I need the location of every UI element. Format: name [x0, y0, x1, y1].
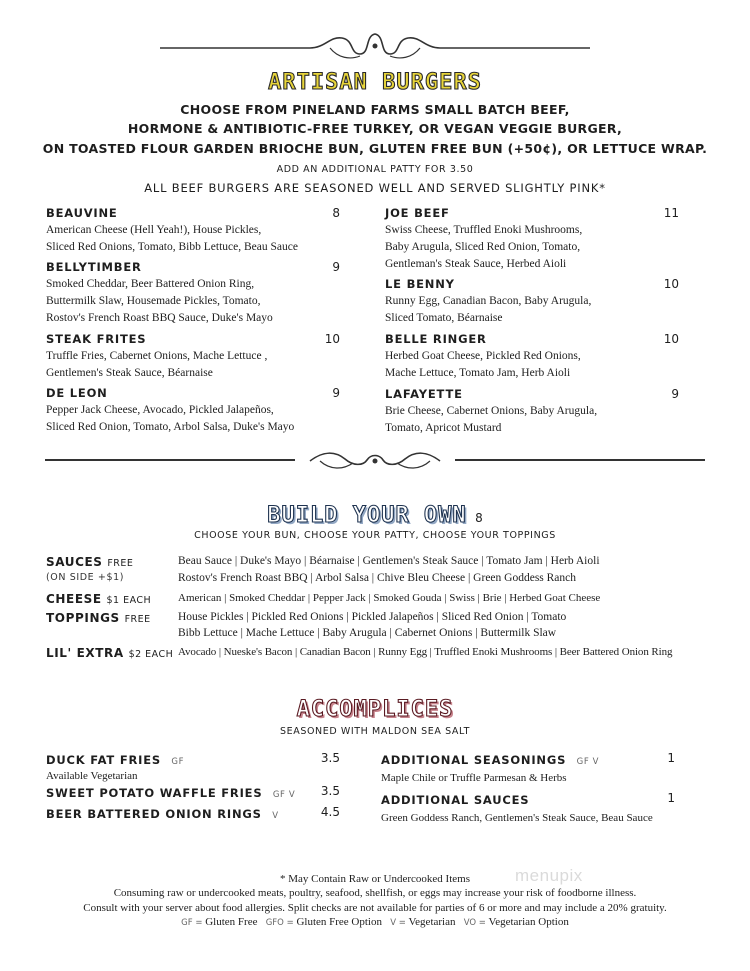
menu-item [385, 277, 685, 332]
lil-extra-price: $2 EACH [128, 649, 174, 660]
item-price: 4.5 [320, 805, 340, 819]
menu-item [385, 206, 685, 277]
item-price: 9 [332, 386, 340, 400]
item-price: 1 [667, 751, 675, 765]
item-desc-3: Gentleman's Steak Sauce, Herbed Aioli [385, 258, 567, 270]
cheese-price: $1 EACH [106, 595, 152, 606]
footer-consumption-warning: Consuming raw or undercooked meats, poultry, seafood, shellfish, or eggs may increase your risk of foodborne illness. [113, 887, 637, 899]
item-name: BEER BATTERED ONION RINGS [46, 807, 262, 821]
side-item [381, 791, 681, 825]
item-desc-2: Mache Lettuce, Tomato Jam, Herb Aioli [385, 367, 571, 379]
toppings-options-1: House Pickles | Pickled Red Onions | Pickled Jalapeños | Sliced Red Onion | Tomato [178, 611, 567, 623]
side-item [46, 805, 342, 825]
sauces-price: FREE [107, 558, 134, 569]
toppings-label [46, 611, 151, 625]
item-desc-2: Sliced Tomato, Béarnaise [385, 312, 503, 324]
intro-line-1: CHOOSE FROM PINELAND FARMS SMALL BATCH BEEF, [180, 102, 570, 117]
footer-raw-note: * May Contain Raw or Undercooked Items [279, 873, 470, 885]
lil-extra-name: LIL' EXTRA [46, 646, 124, 660]
item-name: DUCK FAT FRIES [46, 753, 161, 767]
build-your-own-price: 8 [475, 511, 483, 525]
item-name: LAFAYETTE [385, 387, 463, 401]
item-desc: Green Goddess Ranch, Gentlemen's Steak Sauce, Beau Sauce [381, 812, 653, 824]
toppings-price: FREE [124, 614, 151, 625]
item-name: DE LEON [46, 386, 108, 400]
item-desc-2: Sliced Red Onion, Tomato, Arbol Salsa, Duke's Mayo [46, 421, 295, 433]
item-price: 9 [671, 387, 679, 401]
intro-line-3: ON TOASTED FLOUR GARDEN BRIOCHE BUN, GLUTEN FREE BUN (+50¢), OR LETTUCE WRAP. [42, 141, 708, 156]
item-desc-1: Runny Egg, Canadian Bacon, Baby Arugula, [385, 295, 592, 307]
item-price: 8 [332, 206, 340, 220]
accomplices-subtitle: SEASONED WITH MALDON SEA SALT [280, 726, 470, 737]
item-desc-1: Truffle Fries, Cabernet Onions, Mache Lettuce , [46, 350, 268, 362]
section-title-build-your-own: BUILD YOUR OWN [267, 503, 467, 528]
cheese-options: American | Smoked Cheddar | Pepper Jack | Smoked Gouda | Swiss | Brie | Herbed Goat Cheese [178, 592, 601, 604]
item-desc-2: Baby Arugula, Sliced Red Onion, Tomato, [385, 241, 581, 253]
menu-item [46, 260, 346, 332]
side-item [381, 751, 681, 791]
item-price: 10 [663, 332, 679, 346]
build-subtitle: CHOOSE YOUR BUN, CHOOSE YOUR PATTY, CHOOSE YOUR TOPPINGS [194, 530, 556, 541]
item-desc-2: Sliced Red Onions, Tomato, Bibb Lettuce, Beau Sauce [46, 241, 298, 253]
legend-v-key: V = [390, 918, 406, 928]
burger-list-right [385, 206, 685, 442]
item-desc-1: Pepper Jack Cheese, Avocado, Pickled Jalapeños, [46, 404, 274, 416]
item-desc-1: Brie Cheese, Cabernet Onions, Baby Arugula, [385, 405, 598, 417]
cheese-name: CHEESE [46, 592, 102, 606]
footer-allergy-note: Consult with your server about food allergies. Split checks are not available for parties of 6 or more and may include a 20% gratuity. [83, 902, 667, 914]
item-desc-1: American Cheese (Hell Yeah!), House Pickles, [46, 224, 262, 236]
item-name: BELLE RINGER [385, 332, 487, 346]
legend-gf-value: Gluten Free [205, 916, 258, 928]
item-diet-tag: V [272, 811, 279, 821]
item-desc-2: Gentlemen's Steak Sauce, Béarnaise [46, 367, 213, 379]
watermark: menupix [515, 866, 583, 885]
middle-flourish-ornament [305, 448, 445, 474]
item-price: 10 [663, 277, 679, 291]
item-desc: Maple Chile or Truffle Parmesan & Herbs [381, 772, 567, 784]
sauces-side-note: (ON SIDE +$1) [46, 572, 125, 583]
legend-gfo-value: Gluten Free Option [296, 916, 382, 928]
item-price: 3.5 [320, 784, 340, 798]
menu-item [46, 332, 346, 386]
item-name: JOE BEEF [385, 206, 450, 220]
intro-line-2: HORMONE & ANTIBIOTIC-FREE TURKEY, OR VEGAN VEGGIE BURGER, [127, 121, 623, 136]
item-desc-2: Tomato, Apricot Mustard [385, 422, 502, 434]
build-your-own-header [0, 503, 750, 528]
item-price: 11 [663, 206, 679, 220]
toppings-options-2: Bibb Lettuce | Mache Lettuce | Baby Arugula | Cabernet Onions | Buttermilk Slaw [178, 627, 557, 639]
sauces-name: SAUCES [46, 555, 103, 569]
item-price: 9 [332, 260, 340, 274]
divider-line-left [45, 459, 295, 461]
section-title-artisan-burgers: ARTISAN BURGERS [268, 70, 482, 95]
lil-extra-options: Avocado | Nueske's Bacon | Canadian Bacon | Runny Egg | Truffled Enoki Mushrooms | Beer Battered Onion Ring [178, 646, 673, 658]
sauces-label [46, 555, 133, 569]
item-desc-1: Herbed Goat Cheese, Pickled Red Onions, [385, 350, 581, 362]
additional-patty-note: ADD AN ADDITIONAL PATTY FOR 3.50 [276, 164, 474, 175]
item-diet-tag: GF V [272, 790, 296, 800]
accomplices-right [381, 751, 681, 825]
item-price: 3.5 [320, 751, 340, 765]
item-name: BEAUVINE [46, 206, 118, 220]
lil-extra-label [46, 646, 173, 660]
item-diet-tag: GF [171, 757, 185, 767]
divider-line-right [455, 459, 705, 461]
legend-v-value: Vegetarian [408, 916, 456, 928]
menu-item [46, 386, 346, 440]
item-desc-1: Swiss Cheese, Truffled Enoki Mushrooms, [385, 224, 583, 236]
menu-item [46, 206, 346, 260]
item-desc: Available Vegetarian [46, 770, 138, 782]
sauces-options-2: Rostov's French Roast BBQ | Arbol Salsa | Chive Bleu Cheese | Green Goddess Ranch [178, 572, 577, 584]
sauces-options-1: Beau Sauce | Duke's Mayo | Béarnaise | Gentlemen's Steak Sauce | Tomato Jam | Herb Aioli [178, 555, 600, 567]
side-item [46, 751, 342, 784]
legend-vo-key: VO = [463, 918, 486, 928]
seasoning-note: ALL BEEF BURGERS ARE SEASONED WELL AND SERVED SLIGHTLY PINK* [144, 181, 606, 195]
menu-item [385, 332, 685, 387]
footer-legend [0, 916, 750, 928]
item-price: 1 [667, 791, 675, 805]
item-name: STEAK FRITES [46, 332, 147, 346]
item-name: ADDITIONAL SAUCES [381, 793, 530, 807]
legend-vo-value: Vegetarian Option [488, 916, 569, 928]
cheese-label [46, 592, 151, 606]
item-desc-3: Rostov's French Roast BBQ Sauce, Duke's Mayo [46, 312, 273, 324]
item-name: ADDITIONAL SEASONINGS [381, 753, 567, 767]
accomplices-left [46, 751, 342, 825]
section-title-accomplices: ACCOMPLICES [296, 697, 454, 722]
item-name: SWEET POTATO WAFFLE FRIES [46, 786, 263, 800]
item-name: LE BENNY [385, 277, 455, 291]
item-diet-tag: GF V [576, 757, 600, 767]
item-name: BELLYTIMBER [46, 260, 142, 274]
legend-gf-key: GF = [181, 918, 203, 928]
item-desc-1: Smoked Cheddar, Beer Battered Onion Ring, [46, 278, 255, 290]
top-flourish-ornament [160, 26, 590, 66]
menu-item [385, 387, 685, 442]
burger-list-left [46, 206, 346, 440]
toppings-name: TOPPINGS [46, 611, 120, 625]
item-desc-2: Buttermilk Slaw, Housemade Pickles, Tomato, [46, 295, 261, 307]
legend-gfo-key: GFO = [265, 918, 294, 928]
item-price: 10 [324, 332, 340, 346]
side-item [46, 784, 342, 805]
